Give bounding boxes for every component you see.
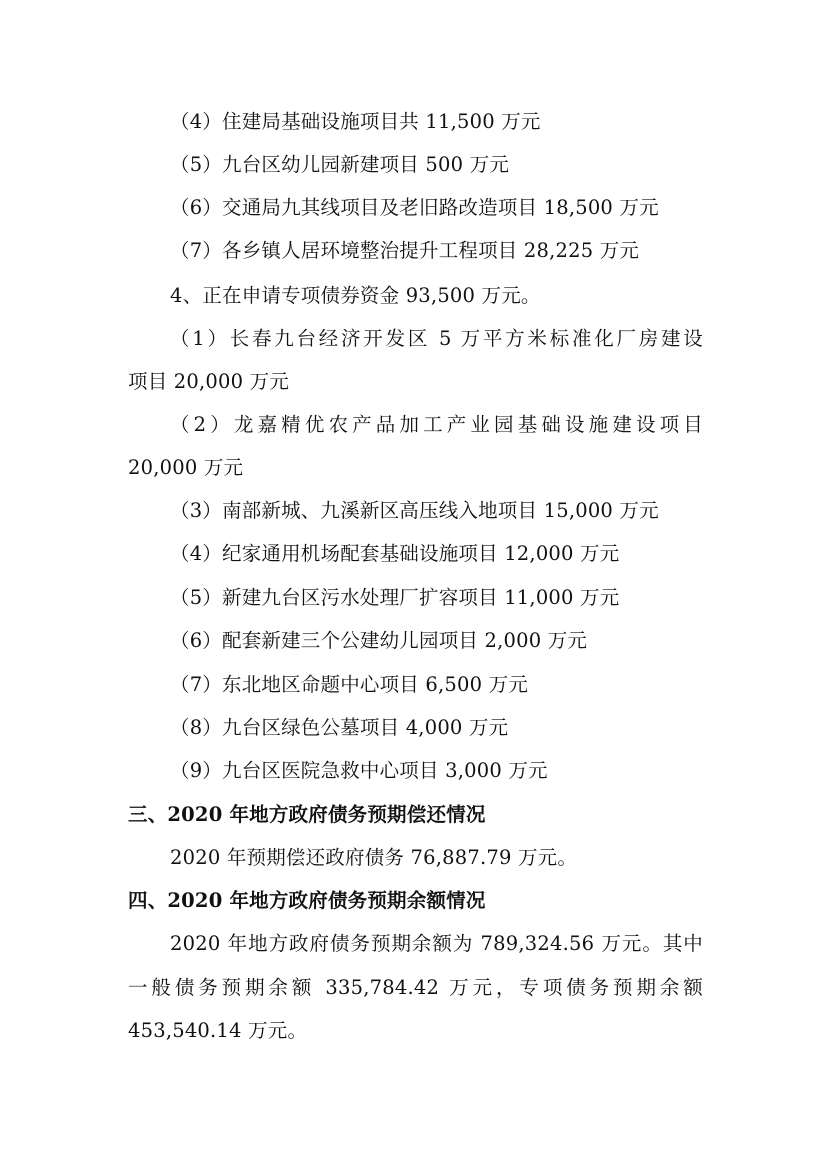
section-heading: 四、2020 年地方政府债务预期余额情况 — [128, 889, 486, 912]
item-line-continuation: 项目 20,000 万元 — [128, 370, 290, 393]
item-line: （6）交通局九其线项目及老旧路改造项目 18,500 万元 — [170, 196, 659, 219]
item-line: （4）住建局基础设施项目共 11,500 万元 — [170, 110, 541, 133]
paragraph-line: 453,540.14 万元。 — [128, 1019, 308, 1042]
item-line: （1）长春九台经济开发区 5 万平方米标准化厂房建设 — [170, 327, 703, 350]
item-line: （5）九台区幼儿园新建项目 500 万元 — [170, 153, 510, 176]
item-line: （8）九台区绿色公墓项目 4,000 万元 — [170, 716, 509, 739]
item-line: （5）新建九台区污水处理厂扩容项目 11,000 万元 — [170, 586, 620, 609]
paragraph-line: 2020 年预期偿还政府债务 76,887.79 万元。 — [170, 846, 578, 869]
section-heading: 三、2020 年地方政府债务预期偿还情况 — [128, 803, 486, 826]
section-line: 4、正在申请专项债券资金 93,500 万元。 — [170, 284, 541, 307]
paragraph-line: 2020 年地方政府债务预期余额为 789,324.56 万元。其中 — [170, 932, 703, 955]
item-line: （6）配套新建三个公建幼儿园项目 2,000 万元 — [170, 629, 588, 652]
item-line: （9）九台区医院急救中心项目 3,000 万元 — [170, 759, 548, 782]
item-line: （7）各乡镇人居环境整治提升工程项目 28,225 万元 — [170, 239, 640, 262]
item-line-continuation: 20,000 万元 — [128, 456, 244, 479]
item-line: （4）纪家通用机场配套基础设施项目 12,000 万元 — [170, 542, 620, 565]
item-line: （2）龙嘉精优农产品加工产业园基础设施建设项目 — [170, 413, 703, 436]
paragraph-line: 一般债务预期余额 335,784.42 万元，专项债务预期余额 — [128, 976, 703, 999]
item-line: （7）东北地区命题中心项目 6,500 万元 — [170, 673, 529, 696]
item-line: （3）南部新城、九溪新区高压线入地项目 15,000 万元 — [170, 499, 659, 522]
